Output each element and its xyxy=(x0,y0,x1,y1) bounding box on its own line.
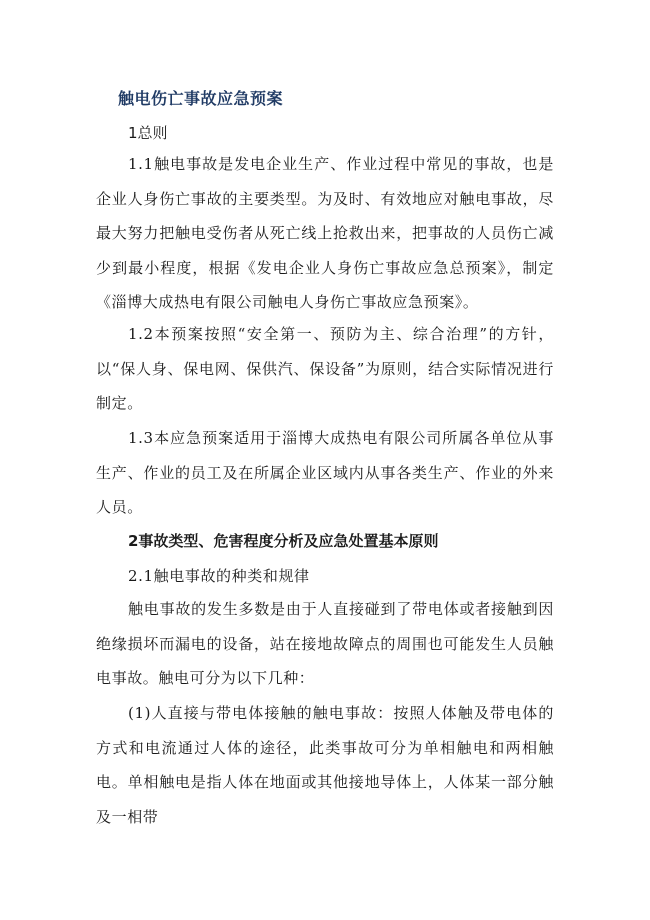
subsection-2-1-heading: 2.1触电事故的种类和规律 xyxy=(128,567,310,585)
paragraph-2-1-item-1: (1)人直接与带电体接触的触电事故：按照人体触及带电体的方式和电流通过人体的途径，此类事故可分为单相触电和两相触电。单相触电是指人体在地面或其他接地导体上，人体某一部分触及一相带 xyxy=(96,704,554,826)
paragraph-1-1: 1.1触电事故是发电企业生产、作业过程中常见的事故，也是企业人身伤亡事故的主要类型。为及时、有效地应对触电事故，尽最大努力把触电受伤者从死亡线上抢救出来，把事故的人员伤亡减少到最小程度，根据《发电企业人身伤亡事故应急总预案》，制定《淄博大成热电有限公司触电人身伤亡事故应急预案》。 xyxy=(96,155,554,311)
paragraph-2-1: 触电事故的发生多数是由于人直接碰到了带电体或者接触到因绝缘损坏而漏电的设备，站在接地故障点的周围也可能发生人员触电事故。触电可分为以下几种： xyxy=(96,600,554,687)
paragraph-1-3: 1.3本应急预案适用于淄博大成热电有限公司所属各单位从事生产、作业的员工及在所属企业区域内从事各类生产、作业的外来人员。 xyxy=(96,429,554,516)
section-1-heading: 1总则 xyxy=(128,124,168,142)
section-2-heading: 2事故类型、危害程度分析及应急处置基本原则 xyxy=(128,532,439,550)
document-title: 触电伤亡事故应急预案 xyxy=(118,89,284,108)
paragraph-1-2: 1.2本预案按照“安全第一、预防为主、综合治理”的方针，以“保人身、保电网、保供汽、保设备”为原则，结合实际情况进行制定。 xyxy=(96,325,554,412)
